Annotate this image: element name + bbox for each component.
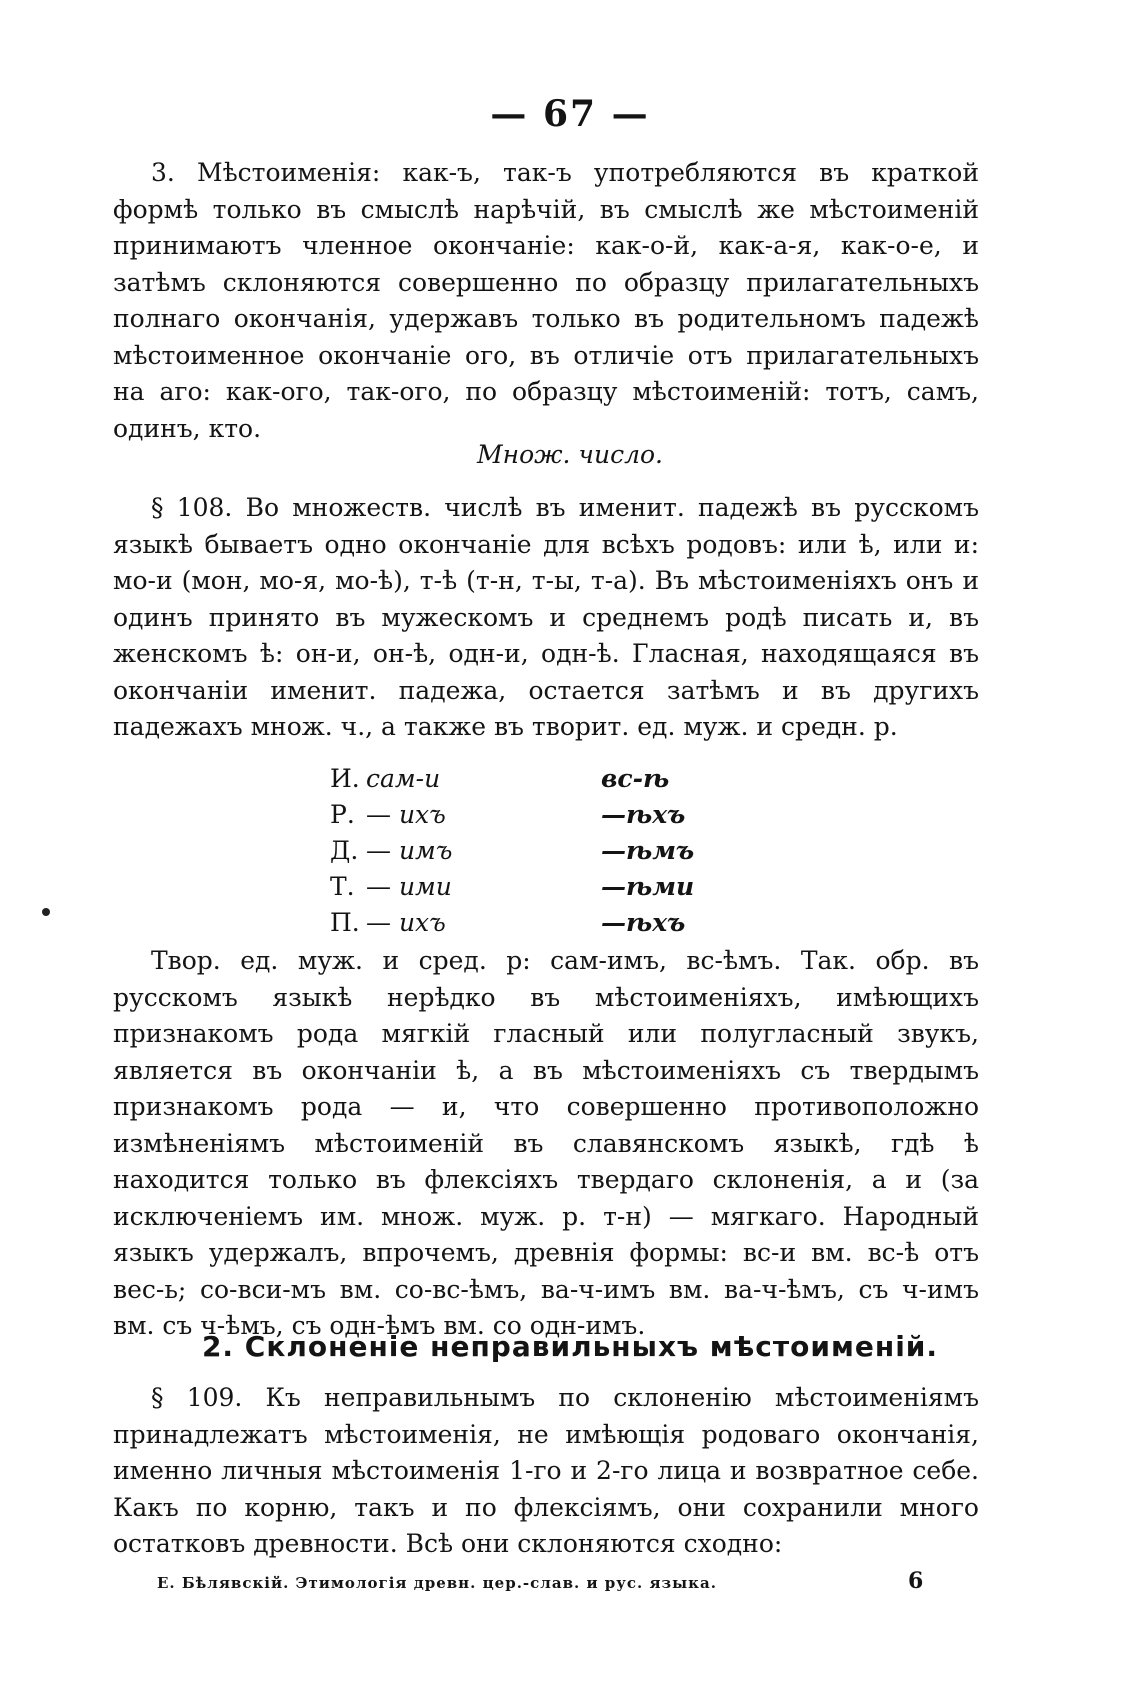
paragraph-109 — [113, 1380, 979, 1563]
sam-form: — имъ — [366, 835, 453, 865]
sheet-number: 6 — [908, 1568, 924, 1594]
declension-row — [330, 868, 694, 904]
ves-form: вс-ѣ — [601, 763, 670, 793]
sam-form: — ихъ — [366, 799, 446, 829]
case-label: Р. — [330, 799, 355, 829]
ves-form: —ѣми — [601, 871, 695, 901]
paragraph-108-text: § 108. Во множеств. числѣ въ именит. падежѣ въ русскомъ языкѣ бываетъ одно окончаніе для всѣхъ родовъ: или ѣ, или и: мо-и (мон, мо-я, мо-ѣ), т-ѣ (т-н, т-ы, т-а). Въ мѣстоименіяхъ онъ и одинъ принято въ мужескомъ и среднемъ родѣ писать и, въ женскомъ ѣ: он-и, он-ѣ, одн-и, одн-ѣ. Гласная, находящаяся въ окончаніи именит. падежа, остается затѣмъ и въ другихъ падежахъ множ. ч., а также въ творит. ед. муж. и средн. р. — [113, 493, 979, 741]
section-title: 2. Склоненіе неправильныхъ мѣстоименій. — [201, 1330, 939, 1363]
ves-form: —ѣмъ — [601, 835, 695, 865]
sam-form: — ихъ — [366, 907, 446, 937]
sam-form: — ими — [366, 871, 452, 901]
ink-speck — [42, 908, 50, 916]
paragraph-109-text: § 109. Къ неправильнымъ по склоненію мѣстоименіямъ принадлежатъ мѣстоименія, не имѣющія родоваго окончанія, именно личныя мѣстоименія 1-го и 2-го лица и возвратное себе. Какъ по корню, такъ и по флексіямъ, они сохранили много остатковъ древности. Всѣ они склоняются сходно: — [113, 1383, 979, 1558]
declension-table — [330, 760, 694, 940]
case-label: И. — [330, 763, 360, 793]
case-label: П. — [330, 907, 360, 937]
sam-form: сам-и — [366, 763, 441, 793]
paragraph-after-table-text: Твор. ед. муж. и сред. р: сам-имъ, вс-ѣмъ. Так. обр. въ русскомъ языкѣ нерѣдко въ мѣстоименіяхъ, имѣющихъ признакомъ рода мягкій гласный или полугласный звукъ, является въ окончаніи ѣ, а въ мѣстоименіяхъ съ твердымъ признакомъ рода — и, что совершенно противоположно измѣненіямъ мѣстоименій въ славянскомъ языкѣ, гдѣ ѣ находится только въ флексіяхъ твердаго склоненія, а и (за исключеніемъ им. множ. муж. р. т-н) — мягкаго. Народный языкъ удержалъ, впрочемъ, древнія формы: вс-и вм. вс-ѣ отъ вес-ь; со-вси-мъ вм. со-вс-ѣмъ, ва-ч-имъ вм. ва-ч-ѣмъ, съ ч-имъ вм. съ ч-ѣмъ, съ одн-ѣмъ вм. со одн-имъ. — [113, 946, 979, 1340]
declension-row — [330, 832, 694, 868]
case-label: Д. — [330, 835, 359, 865]
footer-signature: Е. Бѣлявскій. Этимологія древн. цер.-слав. и рус. языка. — [157, 1574, 717, 1592]
paragraph-108 — [113, 490, 979, 746]
ves-form: —ѣхъ — [601, 799, 686, 829]
case-label: Т. — [330, 871, 355, 901]
plural-heading: Множ. число. — [477, 440, 663, 469]
ves-form: —ѣхъ — [601, 907, 686, 937]
paragraph-3-text: 3. Мѣстоименія: как-ъ, так-ъ употребляются въ краткой формѣ только въ смыслѣ нарѣчій, въ смыслѣ же мѣстоименій принимаютъ членное окончаніе: как-о-й, как-а-я, как-о-е, и затѣмъ склоняются совершенно по образцу прилагательныхъ полнаго окончанія, удержавъ только въ родительномъ падежѣ мѣстоименное окончаніе ого, въ отличіе отъ прилагательныхъ на аго: как-ого, так-ого, по образцу мѣстоименій: тотъ, самъ, одинъ, кто. — [113, 158, 979, 443]
page-number: — 67 — — [490, 93, 650, 135]
declension-row — [330, 760, 694, 796]
declension-row — [330, 796, 694, 832]
declension-row — [330, 904, 694, 940]
paragraph-3 — [113, 155, 979, 447]
paragraph-after-table — [113, 943, 979, 1345]
